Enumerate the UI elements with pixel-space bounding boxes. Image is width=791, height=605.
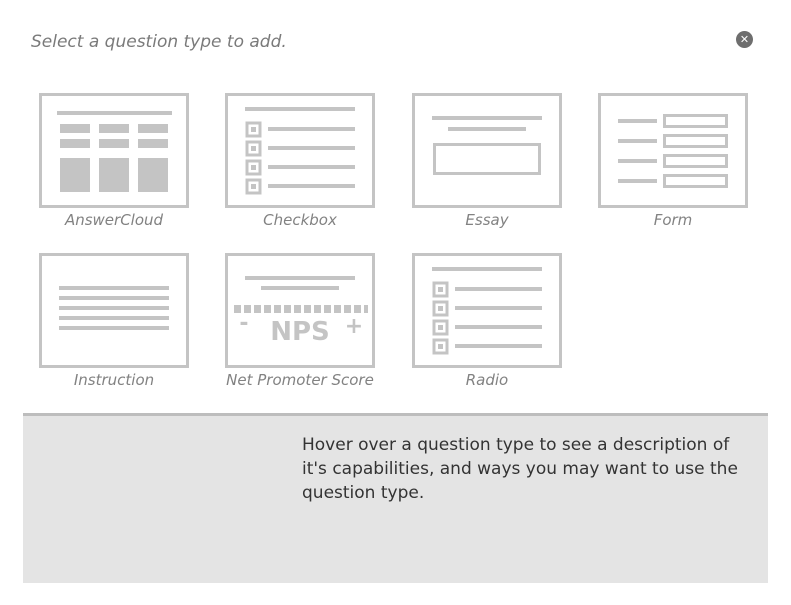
tile-label-answercloud: AnswerCloud (64, 211, 164, 229)
page-title: Select a question type to add. (31, 32, 287, 52)
tile-label-radio: Radio (465, 371, 509, 389)
tile-label-instruction: Instruction (73, 371, 155, 389)
nps-minus-label: - (239, 311, 249, 336)
question-type-checkbox[interactable] (225, 93, 377, 235)
tile-label-checkbox: Checkbox (263, 211, 337, 229)
question-type-essay[interactable] (412, 93, 564, 235)
question-type-instruction[interactable] (39, 253, 191, 395)
question-type-nps[interactable] (225, 253, 377, 395)
question-type-form[interactable] (598, 93, 750, 235)
tile-label-essay: Essay (465, 211, 509, 229)
question-type-answercloud[interactable] (39, 93, 191, 235)
radio-list-icon (412, 253, 562, 368)
nps-plus-label: + (344, 314, 364, 339)
nps-thumb-label: NPS (270, 317, 330, 347)
description-text: Hover over a question type to see a description of it's capabilities, and ways you may want to use the question type. (302, 435, 738, 503)
close-icon[interactable]: ✕ (736, 31, 753, 48)
answercloud-icon (39, 93, 189, 208)
nps-icon (225, 253, 375, 368)
tile-label-nps: Net Promoter Score (226, 371, 374, 389)
question-type-radio[interactable] (412, 253, 564, 395)
description-panel (23, 413, 768, 583)
tile-label-form: Form (653, 211, 693, 229)
instruction-icon (39, 253, 189, 368)
checkbox-list-icon (225, 93, 375, 208)
form-icon (598, 93, 748, 208)
essay-icon (412, 93, 562, 208)
